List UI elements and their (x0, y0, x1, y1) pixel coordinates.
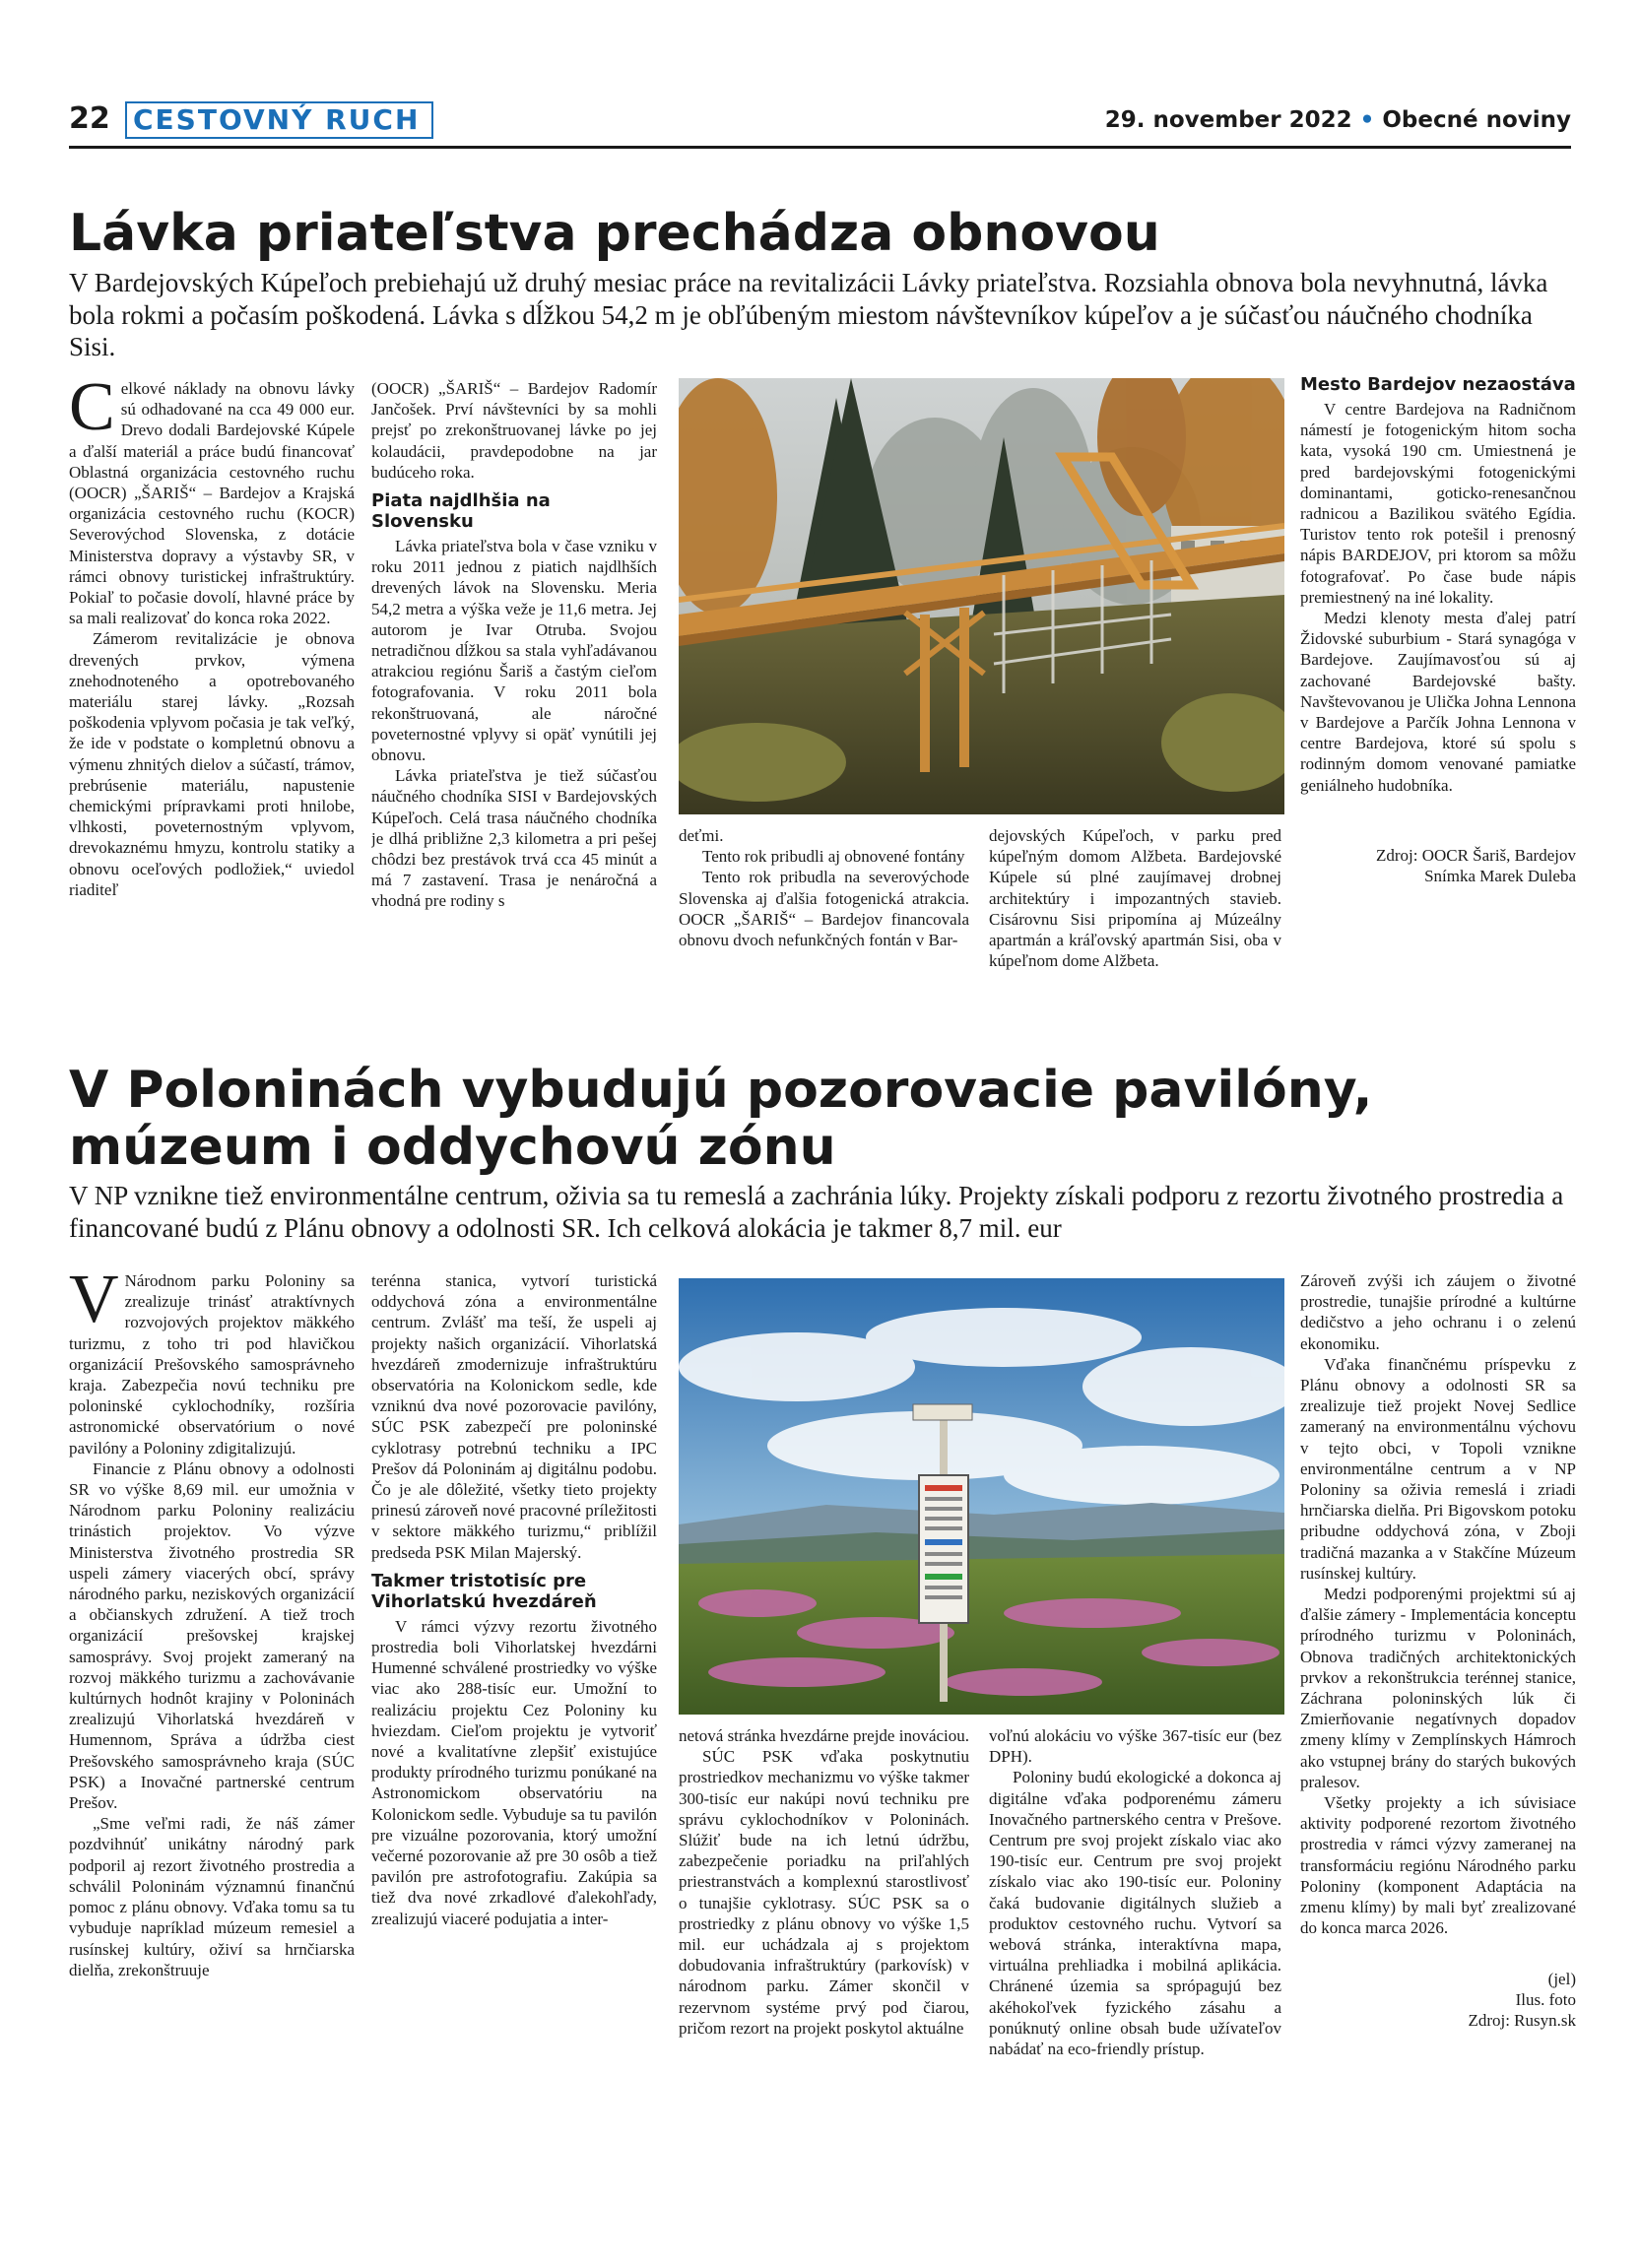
article2-col4-p1: Poloniny budú ekologické a dokonca aj digitálne vďaka podporenému zámeru Inovačného partnerského centra v Prešove. Centrum pre svoj projekt získalo viac ako 190-tisíc eur. Centrum pre svoj projekt získalo viac ako 190-tisíc eur. Poloniny čaká budovanie digitálnych služieb a produktov cestovného ruchu. Vytvorí sa webová stránka, interaktívna mapa, virtuálna prehliadka i mobilná aplikácia. Chránené územia sa sprópagujú bez akéhokoľvek fyzického zásahu a ponúknutý online obsah bude užívateľov nabádať na eco-friendly prístup. (989, 1768, 1281, 2059)
article2-source: Zdroj: Rusyn.sk (1468, 2010, 1576, 2030)
article1-lead: V Bardejovských Kúpeľoch prebiehajú už druhý mesiac práce na revitalizácii Lávky priateľstva. Rozsiahla obnova bola nevyhnutná, lávka bola rokmi a počasím poškodená. Lávka s dĺžkou 54,2 m je obľúbeným miestom návštevníkov kúpeľov a je súčasťou náučného chodníka Sisi. (69, 268, 1548, 361)
article2-lead: V NP vznikne tiež environmentálne centrum, oživia sa tu remeslá a zachránia lúky. Projekty získali podporu z rezortu životného prostredia a financované budú z Plánu obnovy a odolnosti SR. Ich celková alokácia je takmer 8,7 mil. eur (69, 1181, 1564, 1243)
article1-photo-credit: Snímka Marek Duleba (1424, 866, 1576, 885)
separator-dot: • (1359, 107, 1375, 133)
header-rule (69, 146, 1571, 149)
article1-col3-p0: deťmi. (679, 826, 724, 845)
article2-column-2 (371, 1270, 657, 2211)
article2-col1-p3: „Sme veľmi radi, že náš zámer pozdvihnúť unikátny národný park podporil aj rezort životného prostredia a schválil Poloninám významnú finančnú pomoc z plánu obnovy. Vďaka tomu sa tu vybuduje napríklad múzeum remesiel a rusínskej kultúry, oživí sa hrnčiarska dielňa, zrekonštruuje (69, 1814, 355, 1979)
article1-subhead-2: Mesto Bardejov nezaostáva (1300, 374, 1576, 395)
article2-col5-p0: Zároveň zvýši ich záujem o životné prostredie, tunajšie prírodné a kultúrne dedičstvo a jeho ochranu i o zelenú ekonomiku. (1300, 1271, 1576, 1353)
article2-column-4 (989, 1725, 1281, 2218)
article2-column-1 (69, 1270, 355, 2211)
article1-column-1 (69, 378, 355, 1018)
article2-col5-p1: Vďaka finančnému príspevku z Plánu obnovy a odolnosti SR sa zrealizuje tiež projekt Novej Sedlice zameraný na environmentálnu výchovu v tejto obci, v Topoli vznikne environmentálne centrum a v NP Poloniny sa oživia remeslá i zriadi hrnčiarska dielňa. Pri Bigovskom potoku pribudne oddychová zóna, v Zboji tradičná mazanka a v Stakčíne Múzeum rusínskej kultúry. (1300, 1354, 1576, 1583)
article2-author: (jel) (1547, 1969, 1576, 1988)
article1-title: Lávka priateľstva prechádza obnovou (69, 204, 1160, 263)
article1-col1-p2: Zámerom revitalizácie je obnova drevených prvkov, výmena znehodnoteného a opotrebovaného materiálu starej lávky. „Rozsah poškodenia vplyvom počasia je tak veľký, že ide v podstate o kompletnú obnovu a výmenu zhnitých dielov a súčastí, trámov, prebrúsenie materiálu, napustenie chemickými prípravkami proti hnilobe, vlhkosti, poveternostným vplyvom, drevokaznému hmyzu, kontrolu statiky a obnovu oceľových podložiek,“ uviedol riaditeľ (69, 629, 355, 899)
issue-date: 29. november 2022 (1104, 107, 1352, 133)
article1-col2-p1: (OOCR) „ŠARIŠ“ – Bardejov Radomír Jančošek. Prví návštevníci by sa mohli prejsť po zrekonštruovanej lávke po jej kolaudácii, pravdepodobne na jar budúceho roka. (371, 379, 657, 482)
article1-column-4 (989, 825, 1281, 1022)
article2-col1-p2: Financie z Plánu obnovy a odolnosti SR vo výške 8,69 mil. eur umožnia v Národnom parku Poloniny realizáciu trinástich projektov. Vo výzve Ministerstva životného prostredia SR uspeli zámery viacerých obcí, správy národného parku, neziskových organizácií a občianskych združení. A tiež troch organizácií prešovskej krajskej samosprávy. Svoj projekt zameraný na rozvoj mäkkého turizmu a zachovávanie kultúrnych hodnôt krajiny v Poloninách zrealizujú Vihorlatská hvezdáreň v Humennom, Správa a údržba ciest Prešovského samosprávneho kraja (SÚC PSK) a Inovačné partnerské centrum Prešov. (69, 1458, 355, 1813)
article1-source: Zdroj: OOCR Šariš, Bardejov (1375, 845, 1576, 865)
article2-col5-p2: Medzi podporenými projektmi sú aj ďalšie zámery - Implementácia konceptu prírodného turizmu v Poloninách, Obnova tradičných architektonických prvkov a rekonštrukcia terénnej stanice, Záchrana poloninských lúk či Zmierňovanie negatívnych dopadov zmeny klímy v Zemplínskych Hámroch ako vstupnej brány do starých bukových pralesov. (1300, 1585, 1576, 1791)
article1-column-2 (371, 378, 657, 1018)
article1-dropcap: C (69, 378, 115, 445)
article1-col2-p3: Lávka priateľstva je tiež súčasťou náučného chodníka SISI v Bardejovských Kúpeľoch. Celá trasa náučného chodníka je dlhá približne 2,3 kilometra a pri pešej chôdzi bez prestávok trvá cca 45 minút a má 7 zastavení. Trasa je nenáročná a vhodná pre rodiny s (371, 766, 657, 911)
meadow-signpost-photo (679, 1278, 1284, 1715)
meadow-illustration (679, 1278, 1284, 1715)
article1-col4-p1: dejovských Kúpeľoch, v parku pred kúpeľným domom Alžbeta. Bardejovské Kúpele sú plné zaujímavej drobnej architektúry i impozantných stavieb. Cisárovnu Sisi pripomína aj Múzeálny apartmán a kráľovský apartmán Sisi, oba v kúpeľnom dome Alžbeta. (989, 826, 1281, 971)
page-number: 22 (69, 101, 110, 136)
article2-photo-note: Ilus. foto (1515, 1989, 1576, 2009)
article2-col2-p2: V rámci výzvy rezortu životného prostredia boli Vihorlatskej hvezdárni Humenné schválené prostriedky vo výške viac ako 288-tisíc eur. Umožní to realizáciu projektu Cez Poloniny ku hviezdam. Cieľom projektu je vytvoriť nové a kvalitatívne zlepšiť existujúce produkty prírodného turizmu ponúkané na Astronomickom observatóriu na Kolonickom sedle. Vybuduje sa tu pavilón pre vizuálne pozorovania, ktorý umožní večerné pozorovanie až pre 30 osôb a tiež pavilón pre astrofotografiu. Zakúpia sa tiež dva nové zrkadlové ďalekohľady, zrealizujú viaceré podujatia a inter- (371, 1616, 657, 1928)
publication-name: Obecné noviny (1382, 107, 1571, 133)
article1-column-3 (679, 825, 969, 1022)
footbridge-illustration (679, 378, 1284, 814)
article2-col4-p0: voľnú alokáciu vo výške 367-tisíc eur (bez DPH). (989, 1726, 1281, 1767)
section-label: CESTOVNÝ RUCH (125, 101, 433, 139)
article1-col5-p1: V centre Bardejova na Radničnom námestí je fotogenickým hitom socha kata, vysoká 190 cm. Umiestnená je pred bardejovskými fotogenickými dominantami, goticko-renesančnou radnicou a Bazilikou svätého Egídia. Turistov tento rok potešil i prenosný nápis BARDEJOV, pri ktorom sa môžu fotografovať. Po čase bude nápis premiestnený na iné lokality. (1300, 400, 1576, 607)
article2-title: V Poloninách vybudujú pozorovacie pavilóny, múzeum i oddychovú zónu (69, 1061, 1373, 1178)
article2-col3-p1: SÚC PSK vďaka poskytnutiu prostriedkov mechanizmu vo výške takmer 300-tisíc eur nakúpi novú techniku pre správu cyklochodníkov v Poloninách. Slúžiť bude na ich letnú údržbu, zabezpečenie poriadku na priľahlých priestranstvách a komplexnú starostlivosť o tunajšie cyklotrasy. SÚC PSK sa o prostriedky z plánu obnovy vo výške 1,5 mil. eur uchádzala aj s projektom dobudovania infraštruktúry (parkovísk) v národnom parku. Zámer skončil v rezervnom systéme prvý pod čiarou, pričom rezort na projekt poskytol aktuálne (679, 1747, 969, 2038)
article2-col3-p0: netová stránka hvezdárne prejde inováciou. (679, 1726, 969, 1745)
article1-col3-p2: Tento rok pribudla na severovýchode Slovenska aj ďalšia fotogenická atrakcia. OOCR „ŠARIŠ“ – Bardejov financovala obnovu dvoch nefunkčných fontán v Bar- (679, 868, 969, 950)
article2-col5-p3: Všetky projekty a ich súvisiace aktivity podporené rezortom životného prostredia v rámci výzvy zameranej na transformáciu regiónu Národného parku Poloniny (komponent Adaptácia na zmenu klímy) by mali byť zrealizované do konca marca 2026. (1300, 1793, 1576, 1938)
article2-col2-p1: terénna stanica, vytvorí turistická oddychová zóna a environmentálne centrum. Zvlášť ma teší, že uspeli aj projekty našich organizácií. Vihorlatská hvezdáreň zmodernizuje infraštruktúru observatória na Kolonickom sedle, kde vzniknú dva nové pozorovacie pavilóny, SÚC PSK zabezpečí pre poloninské cyklotrasy potrebnú techniku a IPC Prešov dá Poloninám aj digitálnu podobu. Čo je ale dôležité, všetky tieto projekty prinesú zároveň nové pracovné príležitosti v sektore mäkkého turizmu,“ priblížil predseda PSK Milan Majerský. (371, 1271, 657, 1562)
article1-col5-p2: Medzi klenoty mesta ďalej patrí Židovské suburbium - Stará synagóga v Bardejove. Zaujímavosťou sú aj zachované Bardejovské bašty. Navštevovanou je Ulička Johna Lennona v Bardejove a Parčík Johna Lennona v centre Bardejova, ktoré sú spolu s rodinným domom venované pamiatke geniálneho hudobníka. (1300, 609, 1576, 795)
article2-column-5 (1300, 1270, 1576, 2216)
article1-col1-p1: elkové náklady na obnovu lávky sú odhadované na cca 49 000 eur. Drevo dodali Bardejovské Kúpele a ďalší materiál a práce budú financovať Oblastná organizácia cestovného ruchu (OOCR) „ŠARIŠ“ – Bardejov a Krajská organizácia cestovného ruchu (KOCR) Severovýchod Slovenska, z dotácie Ministerstva dopravy a výstavby SR, v rámci obnovy turistickej infraštruktúry. Pokiaľ to počasie dovolí, hlavné práce by sa mali realizovať do konca roka 2022. (69, 379, 355, 628)
article1-col2-p2: Lávka priateľstva bola v čase vzniku v roku 2011 jednou z piatich najdlhších drevených lávok na Slovensku. Meria 54,2 metra a výška veže je 11,6 metra. Jej autorom je Ivar Otruba. Svojou netradičnou dĺžkou sa stala vyhľadávanou atrakciou regiónu Šariš a častým cieľom fotografovania. V roku 2011 bola rekonštruovaná, ale náročné poveternostné vplyvy si opäť vynútili jej obnovu. (371, 537, 657, 765)
article2-col1-p1: Národnom parku Poloniny sa zrealizuje trinásť atraktívnych rozvojových projektov mäkkého turizmu, z toho tri pod hlavičkou organizácií Prešovského samosprávneho kraja. Zabezpečia novú techniku pre poloninské cyklochodníky, rozšíria astronomické observatórium o nové pavilóny a Poloniny zdigitalizujú. (69, 1271, 355, 1458)
footbridge-photo (679, 378, 1284, 814)
article1-subhead-1: Piata najdlhšia na Slovensku (371, 490, 551, 533)
article2-dropcap: V (69, 1270, 119, 1337)
dateline (1105, 107, 1571, 133)
article2-column-3 (679, 1725, 969, 2218)
article1-col3-p1: Tento rok pribudli aj obnovené fontány (702, 847, 965, 867)
article1-column-5 (1300, 374, 1576, 1024)
article2-subhead: Takmer tristotisíc pre Vihorlatskú hvezdáreň (371, 1570, 597, 1612)
